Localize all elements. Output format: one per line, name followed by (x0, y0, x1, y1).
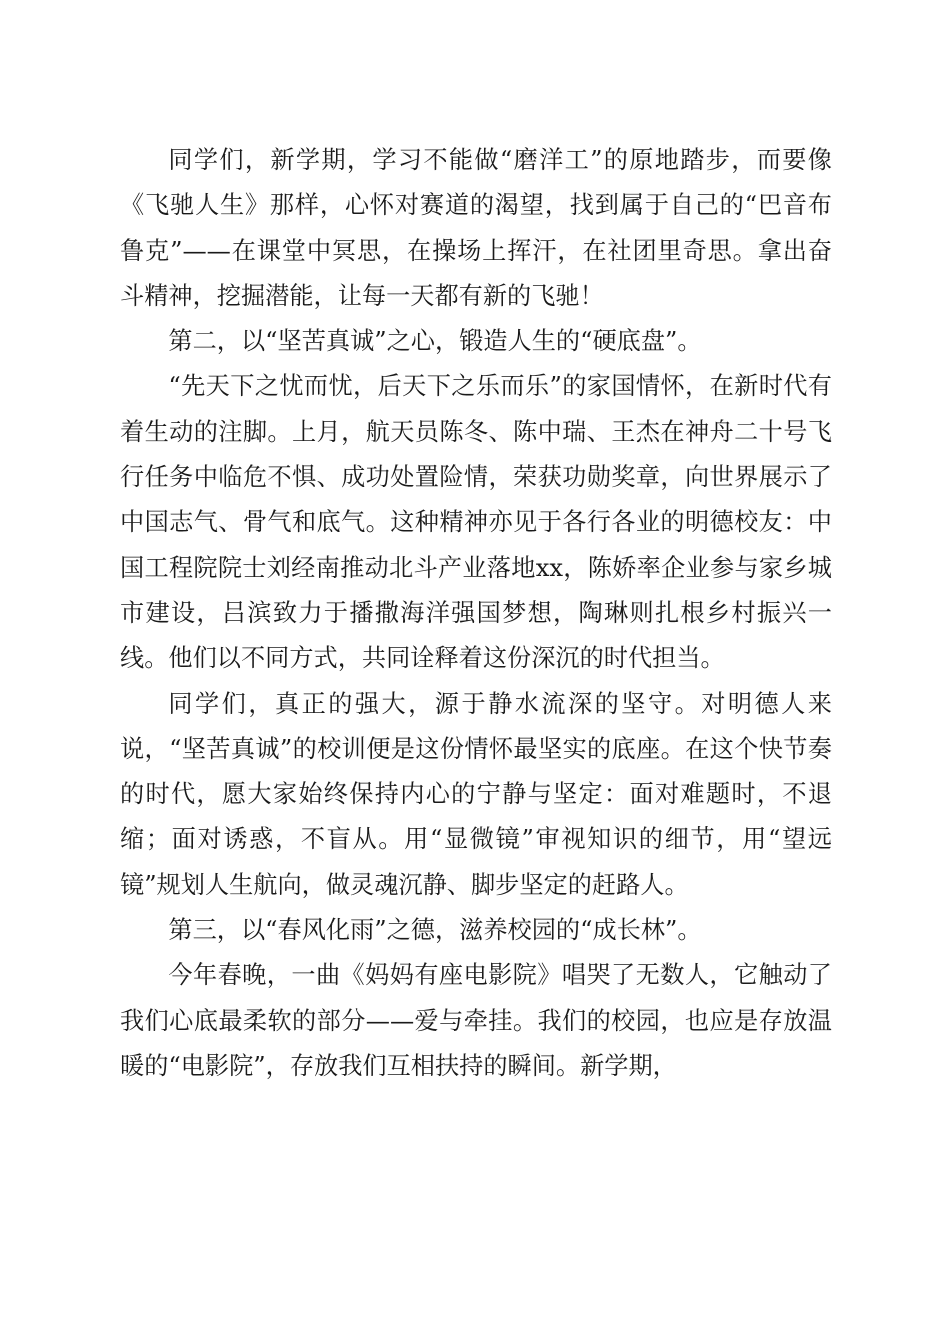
document-body (120, 138, 832, 1089)
section-heading-third: 第三，以“春风化雨”之德，滋养校园的“成长林”。 (168, 916, 702, 945)
section-heading-second: 第二，以“坚苦真诚”之心，锻造人生的“硬底盘”。 (168, 327, 702, 356)
paragraph-study-like-racing: 同学们，新学期，学习不能做“磨洋工”的原地踏步，而要像《飞驰人生》那样，心怀对赛道的渴望，找到属于自己的“巴音布鲁克”——在课堂中冥思，在操场上挥汗，在社团里奇思。拿出奋斗精神，挖掘潜能，让每一天都有新的飞驰！ (120, 146, 832, 310)
paragraph-spring-festival-gala: 今年春晚，一曲《妈妈有座电影院》唱哭了无数人，它触动了我们心底最柔软的部分——爱与牵挂。我们的校园，也应是存放温暖的“电影院”，存放我们互相扶持的瞬间。新学期， (120, 961, 832, 1080)
paragraph-national-sentiment: “先天下之忧而忧，后天下之乐而乐”的家国情怀，在新时代有着生动的注脚。上月，航天员陈冬、陈中瑞、王杰在神舟二十号飞行任务中临危不惧、成功处置险情，荣获功勋奖章，向世界展示了中国志气、骨气和底气。这种精神亦见于各行各业的明德校友：中国工程院院士刘经南推动北斗产业落地xx，陈娇率企业参与家乡城市建设，吕滨致力于播撒海洋强国梦想，陶琳则扎根乡村振兴一线。他们以不同方式，共同诠释着这份深沉的时代担当。 (120, 372, 832, 673)
paragraph-true-strength: 同学们，真正的强大，源于静水流深的坚守。对明德人来说，“坚苦真诚”的校训便是这份情怀最坚实的底座。在这个快节奏的时代，愿大家始终保持内心的宁静与坚定：面对难题时，不退缩；面对诱惑，不盲从。用“显微镜”审视知识的细节，用“望远镜”规划人生航向，做灵魂沉静、脚步坚定的赶路人。 (120, 689, 832, 899)
